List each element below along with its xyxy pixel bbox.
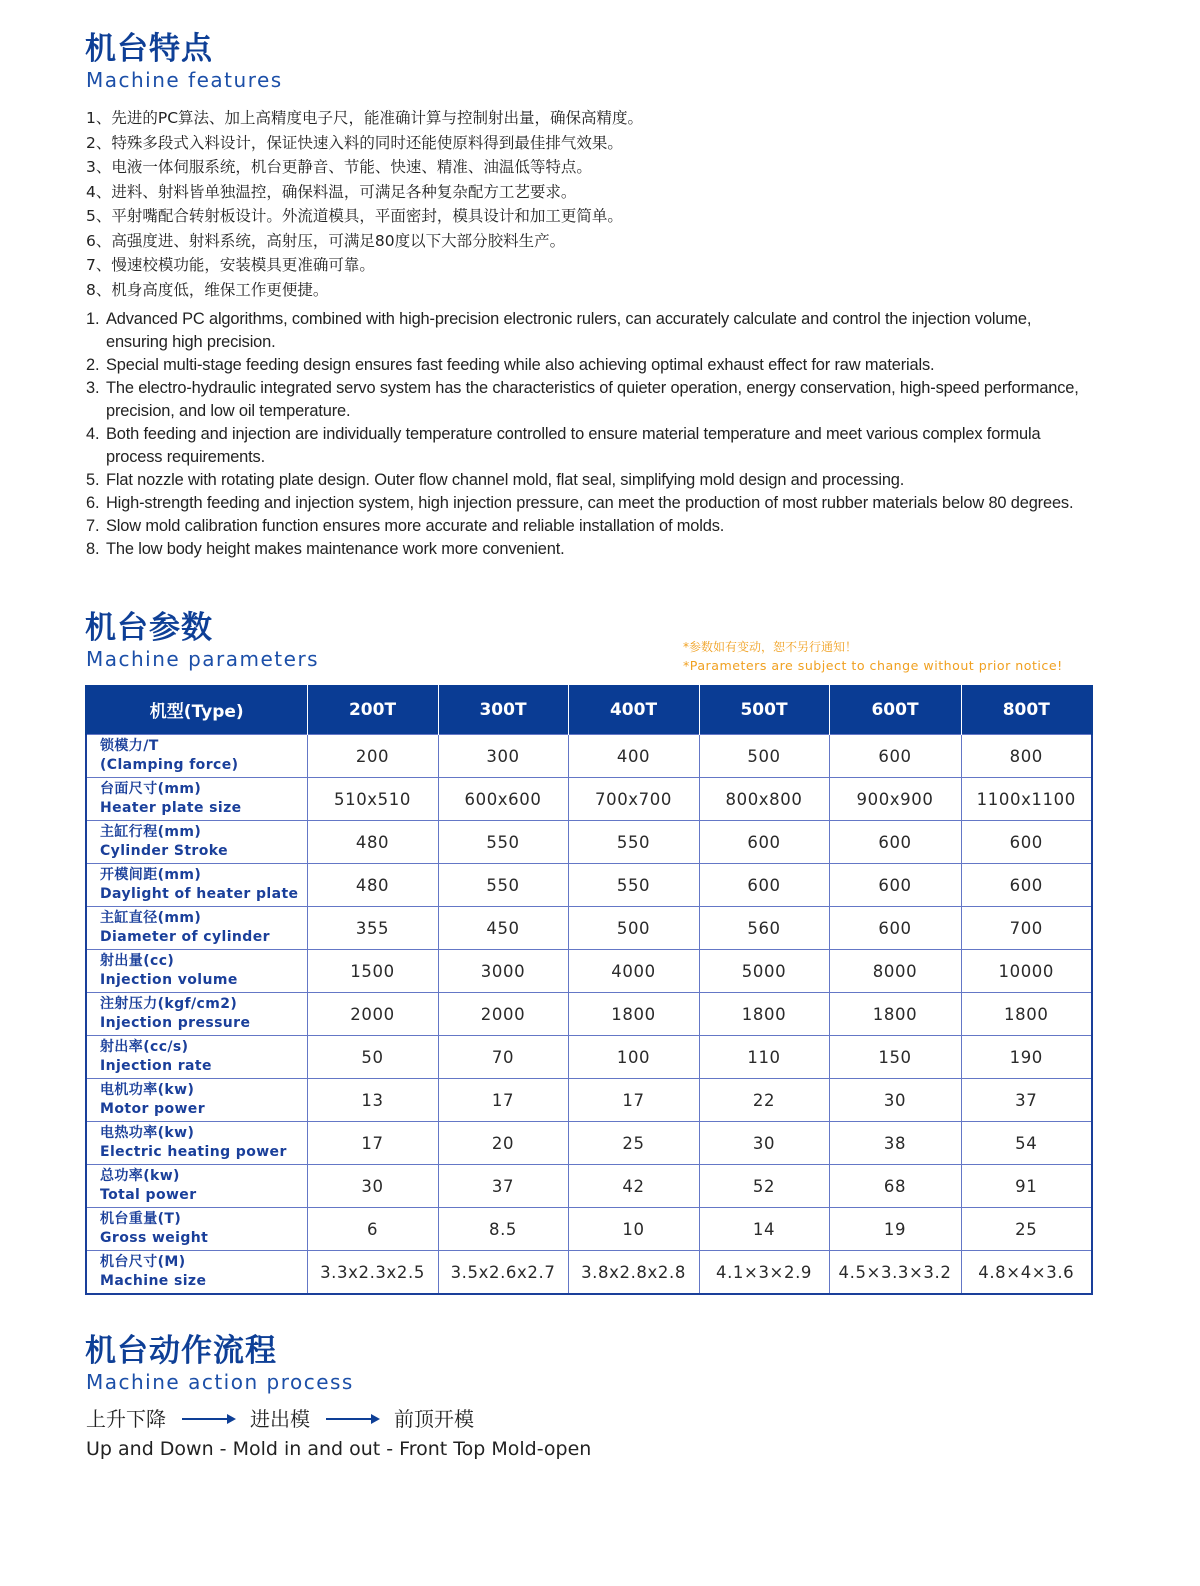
table-cell: 600x600: [438, 778, 568, 821]
table-cell: 510x510: [307, 778, 438, 821]
table-row: [86, 1079, 1092, 1122]
row-label-en: Heater plate size: [100, 800, 242, 816]
table-cell: 3.8x2.8x2.8: [568, 1251, 699, 1295]
row-label-cn: 机台重量(T): [100, 1210, 182, 1227]
features-title-cn: 机台特点: [85, 31, 213, 67]
table-cell: 700x700: [568, 778, 699, 821]
feature-item-cn: 8、机身高度低，维保工作更便捷。: [86, 280, 329, 299]
table-cell: 19: [829, 1208, 961, 1251]
table-cell: 600: [829, 821, 961, 864]
feature-text: High-strength feeding and injection system, high injection pressure, can meet the production of most rubber materials below 80 degrees.: [106, 494, 1074, 512]
column-header-model: 800T: [961, 685, 1092, 735]
table-cell: 4.8×4×3.6: [961, 1251, 1092, 1295]
row-label-en: Cylinder Stroke: [100, 843, 228, 859]
table-cell: 30: [307, 1165, 438, 1208]
row-label-en: Motor power: [100, 1101, 206, 1117]
feature-text: The low body height makes maintenance work more convenient.: [106, 540, 565, 558]
table-cell: 900x900: [829, 778, 961, 821]
feature-number: 3.: [86, 379, 100, 397]
table-cell: 17: [568, 1079, 699, 1122]
table-cell: 22: [699, 1079, 829, 1122]
table-cell: 550: [438, 864, 568, 907]
table-row: [86, 1208, 1092, 1251]
table-cell: 600: [829, 735, 961, 778]
row-label-en: Machine size: [100, 1273, 207, 1289]
row-label-en: Electric heating power: [100, 1144, 287, 1160]
row-label: [86, 1165, 307, 1208]
parameters-title-cn: 机台参数: [85, 610, 213, 646]
table-row: [86, 907, 1092, 950]
table-cell: 17: [307, 1122, 438, 1165]
table-cell: 800x800: [699, 778, 829, 821]
row-label-cn: 总功率(kw): [100, 1167, 180, 1184]
feature-number: 5.: [86, 471, 100, 489]
feature-item-en: [86, 538, 1096, 561]
table-row: [86, 1165, 1092, 1208]
table-cell: 25: [961, 1208, 1092, 1251]
features-list-cn: [86, 106, 643, 302]
column-header-model: 300T: [438, 685, 568, 735]
table-cell: 110: [699, 1036, 829, 1079]
row-label: [86, 950, 307, 993]
row-label-cn: 锁模力/T: [100, 737, 159, 754]
features-list-en: [86, 308, 1096, 561]
feature-text: Slow mold calibration function ensures more accurate and reliable installation of molds.: [106, 517, 725, 535]
feature-item-en: [86, 492, 1096, 515]
table-cell: 1800: [568, 993, 699, 1036]
table-cell: 600: [961, 821, 1092, 864]
row-label-cn: 开模间距(mm): [100, 866, 202, 883]
row-label: [86, 993, 307, 1036]
feature-number: 6.: [86, 494, 100, 512]
table-cell: 355: [307, 907, 438, 950]
table-cell: 20: [438, 1122, 568, 1165]
table-cell: 70: [438, 1036, 568, 1079]
table-cell: 10000: [961, 950, 1092, 993]
table-cell: 4000: [568, 950, 699, 993]
table-cell: 500: [568, 907, 699, 950]
feature-item-en: [86, 469, 1096, 492]
table-row: [86, 864, 1092, 907]
column-header-model: 200T: [307, 685, 438, 735]
table-cell: 1800: [961, 993, 1092, 1036]
table-cell: 3.3x2.3x2.5: [307, 1251, 438, 1295]
table-cell: 42: [568, 1165, 699, 1208]
row-label: [86, 907, 307, 950]
table-row: [86, 1251, 1092, 1295]
table-cell: 600: [699, 864, 829, 907]
row-label-cn: 电热功率(kw): [100, 1124, 195, 1141]
right-arrow-icon: [326, 1418, 378, 1420]
table-cell: 1800: [829, 993, 961, 1036]
table-cell: 190: [961, 1036, 1092, 1079]
process-step: 进出模: [250, 1407, 310, 1431]
table-row: [86, 735, 1092, 778]
row-label: [86, 821, 307, 864]
right-arrow-icon: [182, 1418, 234, 1420]
process-flow: [86, 1409, 474, 1429]
table-row: [86, 950, 1092, 993]
table-cell: 14: [699, 1208, 829, 1251]
table-cell: 50: [307, 1036, 438, 1079]
feature-text: Flat nozzle with rotating plate design. Outer flow channel mold, flat seal, simplifying mold design and processing.: [106, 471, 905, 489]
table-body: [86, 735, 1092, 1295]
feature-item-en: [86, 377, 1096, 423]
table-cell: 30: [829, 1079, 961, 1122]
feature-number: 4.: [86, 425, 100, 443]
feature-item-en: [86, 423, 1096, 469]
table-cell: 600: [699, 821, 829, 864]
column-header-type: 机型(Type): [86, 685, 307, 735]
feature-item-cn: 1、先进的PC算法、加上高精度电子尺，能准确计算与控制射出量，确保高精度。: [86, 109, 644, 127]
row-label: [86, 1079, 307, 1122]
table-cell: 1100x1100: [961, 778, 1092, 821]
table-cell: 600: [829, 864, 961, 907]
table-cell: 54: [961, 1122, 1092, 1165]
table-cell: 13: [307, 1079, 438, 1122]
table-cell: 68: [829, 1165, 961, 1208]
table-cell: 500: [699, 735, 829, 778]
row-label-cn: 电机功率(kw): [100, 1081, 195, 1098]
table-cell: 400: [568, 735, 699, 778]
process-caption-en: Up and Down - Mold in and out - Front Top Mold-open: [86, 1438, 592, 1460]
table-cell: 4.1×3×2.9: [699, 1251, 829, 1295]
feature-text: Special multi-stage feeding design ensures fast feeding while also achieving optimal exhaust effect for raw materials.: [106, 356, 935, 374]
table-cell: 25: [568, 1122, 699, 1165]
table-cell: 550: [568, 821, 699, 864]
table-cell: 5000: [699, 950, 829, 993]
table-cell: 10: [568, 1208, 699, 1251]
row-label-en: Injection pressure: [100, 1015, 251, 1031]
feature-item-cn: 7、慢速校模功能，安装模具更准确可靠。: [86, 256, 375, 274]
table-cell: 600: [829, 907, 961, 950]
feature-number: 2.: [86, 356, 100, 374]
process-step: 前顶开模: [394, 1407, 474, 1431]
process-step: 上升下降: [86, 1407, 166, 1431]
table-cell: 700: [961, 907, 1092, 950]
row-label-en: Total power: [100, 1187, 197, 1203]
table-row: [86, 821, 1092, 864]
column-header-model: 500T: [699, 685, 829, 735]
process-title-en: Machine action process: [86, 1370, 354, 1394]
table-cell: 300: [438, 735, 568, 778]
row-label-en: Diameter of cylinder: [100, 929, 270, 945]
feature-item-en: [86, 354, 1096, 377]
row-label: [86, 1251, 307, 1295]
row-label: [86, 1208, 307, 1251]
table-cell: 30: [699, 1122, 829, 1165]
features-title-en: Machine features: [86, 68, 283, 92]
row-label-cn: 主缸行程(mm): [100, 823, 202, 840]
table-cell: 550: [438, 821, 568, 864]
row-label: [86, 778, 307, 821]
table-row: [86, 778, 1092, 821]
row-label-cn: 机台尺寸(M): [100, 1253, 186, 1270]
table-cell: 200: [307, 735, 438, 778]
table-cell: 6: [307, 1208, 438, 1251]
row-label: [86, 1122, 307, 1165]
table-cell: 17: [438, 1079, 568, 1122]
table-cell: 2000: [307, 993, 438, 1036]
feature-text: Advanced PC algorithms, combined with high-precision electronic rulers, can accurately calculate and control the injection volume, ensuring high precision.: [106, 310, 1032, 351]
parameters-title-en: Machine parameters: [86, 647, 320, 671]
row-label-en: Injection rate: [100, 1058, 212, 1074]
table-cell: 37: [961, 1079, 1092, 1122]
table-row: [86, 1036, 1092, 1079]
table-cell: 8.5: [438, 1208, 568, 1251]
row-label-en: (Clamping force): [100, 757, 239, 773]
feature-number: 8.: [86, 540, 100, 558]
table-cell: 4.5×3.3×3.2: [829, 1251, 961, 1295]
table-cell: 100: [568, 1036, 699, 1079]
table-cell: 3000: [438, 950, 568, 993]
table-cell: 8000: [829, 950, 961, 993]
row-label-en: Injection volume: [100, 972, 238, 988]
table-cell: 2000: [438, 993, 568, 1036]
process-title-cn: 机台动作流程: [85, 1333, 277, 1369]
row-label: [86, 735, 307, 778]
row-label-cn: 主缸直径(mm): [100, 909, 202, 926]
feature-item-cn: 2、特殊多段式入料设计，保证快速入料的同时还能使原料得到最佳排气效果。: [86, 133, 623, 152]
row-label: [86, 864, 307, 907]
table-cell: 800: [961, 735, 1092, 778]
feature-text: Both feeding and injection are individually temperature controlled to ensure material temperature and meet various complex formula process requirements.: [106, 425, 1041, 466]
row-label-cn: 台面尺寸(mm): [100, 780, 202, 797]
table-cell: 600: [961, 864, 1092, 907]
row-label: [86, 1036, 307, 1079]
table-cell: 52: [699, 1165, 829, 1208]
row-label-cn: 射出率(cc/s): [100, 1038, 189, 1055]
feature-item-cn: 3、电液一体伺服系统，机台更静音、节能、快速、精准、油温低等特点。: [86, 158, 592, 176]
table-cell: 480: [307, 821, 438, 864]
table-row: [86, 1122, 1092, 1165]
change-notice-en: *Parameters are subject to change without prior notice!: [683, 658, 1063, 673]
row-label-en: Daylight of heater plate: [100, 886, 299, 902]
feature-item-cn: 4、进料、射料皆单独温控，确保料温，可满足各种复杂配方工艺要求。: [86, 182, 577, 201]
table-cell: 480: [307, 864, 438, 907]
table-cell: 150: [829, 1036, 961, 1079]
feature-text: The electro-hydraulic integrated servo system has the characteristics of quieter operation, energy conservation, high-speed performance, precision, and low oil temperature.: [106, 379, 1079, 420]
column-header-model: 400T: [568, 685, 699, 735]
table-cell: 91: [961, 1165, 1092, 1208]
table-cell: 3.5x2.6x2.7: [438, 1251, 568, 1295]
row-label-cn: 射出量(cc): [100, 952, 175, 969]
table-cell: 560: [699, 907, 829, 950]
row-label-en: Gross weight: [100, 1230, 209, 1246]
parameters-table: [85, 685, 1093, 1295]
table-cell: 550: [568, 864, 699, 907]
feature-item-en: [86, 308, 1096, 354]
table-cell: 1800: [699, 993, 829, 1036]
column-header-model: 600T: [829, 685, 961, 735]
table-header-row: [86, 685, 1092, 735]
table-cell: 1500: [307, 950, 438, 993]
table-cell: 37: [438, 1165, 568, 1208]
feature-item-en: [86, 515, 1096, 538]
table-cell: 450: [438, 907, 568, 950]
table-cell: 38: [829, 1122, 961, 1165]
row-label-cn: 注射压力(kgf/cm2): [100, 995, 238, 1012]
feature-number: 1.: [86, 310, 100, 328]
change-notice-cn: *参数如有变动，恕不另行通知！: [683, 640, 858, 654]
table-row: [86, 993, 1092, 1036]
feature-item-cn: 5、平射嘴配合转射板设计。外流道模具，平面密封，模具设计和加工更简单。: [86, 207, 623, 225]
feature-number: 7.: [86, 517, 100, 535]
feature-item-cn: 6、高强度进、射料系统，高射压，可满足80度以下大部分胶料生产。: [86, 231, 566, 250]
